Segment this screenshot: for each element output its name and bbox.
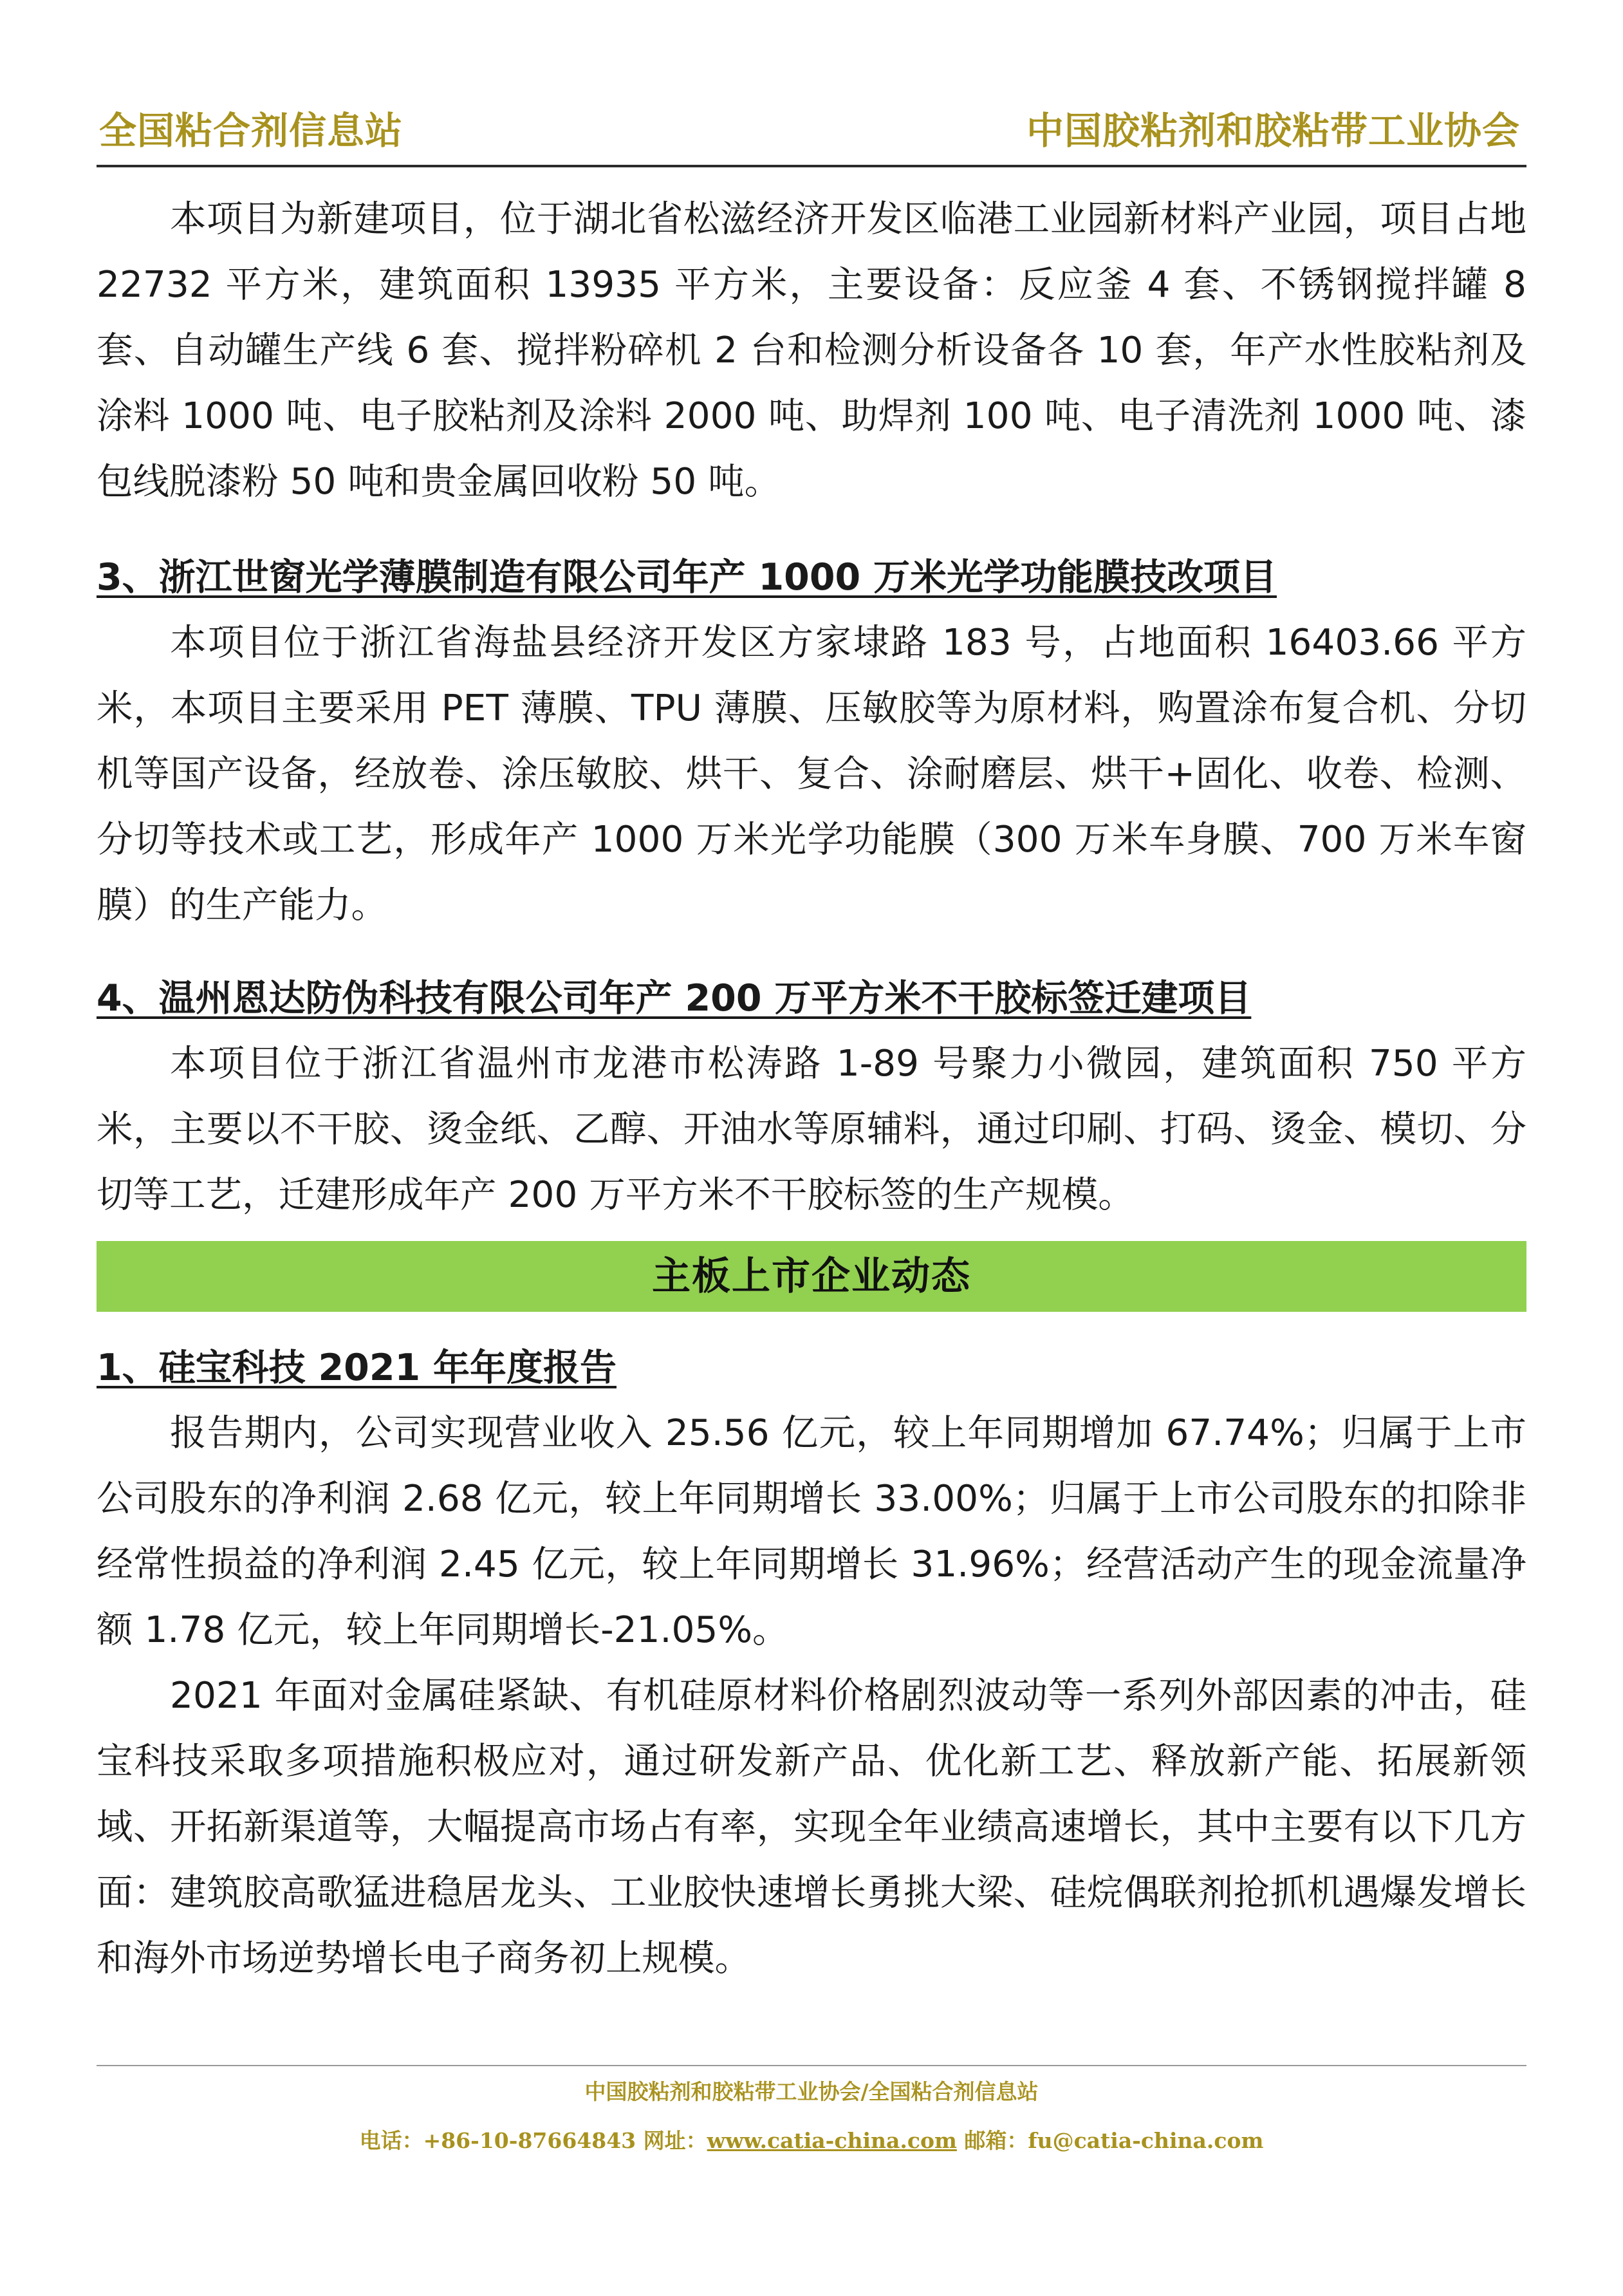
section-band (97, 1241, 1526, 1312)
footer-website-link[interactable]: www.catia-china.com (707, 2128, 957, 2153)
footer-divider (97, 2065, 1526, 2066)
footer-tel: +86-10-87664843 (423, 2128, 636, 2153)
section-3-body: 本项目位于浙江省海盐县经济开发区方家埭路 183 号，占地面积 16403.66 平方米，本项目主要采用 PET 薄膜、TPU 薄膜、压敏胶等为原材料，购置涂布复合机、分切机等国产设备，经放卷、涂压敏胶、烘干、复合、涂耐磨层、烘干+固化、收卷、检测、分切等技术或工艺，形成年产 1000 万米光学功能膜（300 万米车身膜、700 万米车窗膜）的生产能力。 (97, 622, 1526, 926)
section-3-heading: 3、浙江世窗光学薄膜制造有限公司年产 1000 万米光学功能膜技改项目 (97, 556, 1277, 599)
page-header (97, 109, 1525, 162)
footer-tel-label: 电话： (359, 2128, 423, 2153)
section-4-heading: 4、温州恩达防伪科技有限公司年产 200 万平方米不干胶标签迁建项目 (97, 977, 1252, 1020)
section-3 (97, 545, 1526, 938)
section-b1-heading: 1、硅宝科技 2021 年年度报告 (97, 1347, 617, 1389)
section-b1-para-2: 2021 年面对金属硅紧缺、有机硅原材料价格剧烈波动等一系列外部因素的冲击，硅宝科技采取多项措施积极应对，通过研发新产品、优化新工艺、释放新产能、拓展新领域、开拓新渠道等，大幅提高市场占有率，实现全年业绩高速增长，其中主要有以下几方面：建筑胶高歌猛进稳居龙头、工业胶快速增长勇挑大梁、硅烷偶联剂抢抓机遇爆发增长和海外市场逆势增长电子商务初上规模。 (97, 1675, 1526, 1979)
section-4 (97, 966, 1526, 1228)
header-right-title: 中国胶粘剂和胶粘带工业协会 (1026, 109, 1520, 153)
header-left-title: 全国粘合剂信息站 (99, 109, 403, 153)
section-b1-para-1: 报告期内，公司实现营业收入 25.56 亿元，较上年同期增加 67.74%；归属于上市公司股东的净利润 2.68 亿元，较上年同期增长 33.00%；归属于上市公司股东的扣除非经常性损益的净利润 2.45 亿元，较上年同期增长 31.96%；经营活动产生的现金流量净额 1.78 亿元，较上年同期增长-21.05%。 (97, 1412, 1526, 1651)
footer-web-label: 网址： (636, 2128, 707, 2153)
intro-block (97, 187, 1526, 515)
section-b1 (97, 1335, 1526, 1992)
section-4-body: 本项目位于浙江省温州市龙港市松涛路 1-89 号聚力小微园，建筑面积 750 平方米，主要以不干胶、烫金纸、乙醇、开油水等原辅料，通过印刷、打码、烫金、模切、分切等工艺，迁建形成年产 200 万平方米不干胶标签的生产规模。 (97, 1043, 1526, 1216)
footer-mail-label: 邮箱： (956, 2128, 1028, 2153)
footer-email[interactable]: fu@catia-china.com (1028, 2128, 1264, 2153)
section-band-title: 主板上市企业动态 (652, 1254, 971, 1299)
intro-paragraph: 本项目为新建项目，位于湖北省松滋经济开发区临港工业园新材料产业园，项目占地 22732 平方米，建筑面积 13935 平方米，主要设备：反应釜 4 套、不锈钢搅拌罐 8 套、自动罐生产线 6 套、搅拌粉碎机 2 台和检测分析设备各 10 套，年产水性胶粘剂及涂料 1000 吨、电子胶粘剂及涂料 2000 吨、助焊剂 100 吨、电子清洗剂 1000 吨、漆包线脱漆粉 50 吨和贵金属回收粉 50 吨。 (97, 198, 1526, 503)
footer-line-1: 中国胶粘剂和胶粘带工业协会/全国粘合剂信息站 (584, 2079, 1039, 2104)
header-divider (97, 165, 1526, 167)
footer-contact (97, 2124, 1526, 2154)
